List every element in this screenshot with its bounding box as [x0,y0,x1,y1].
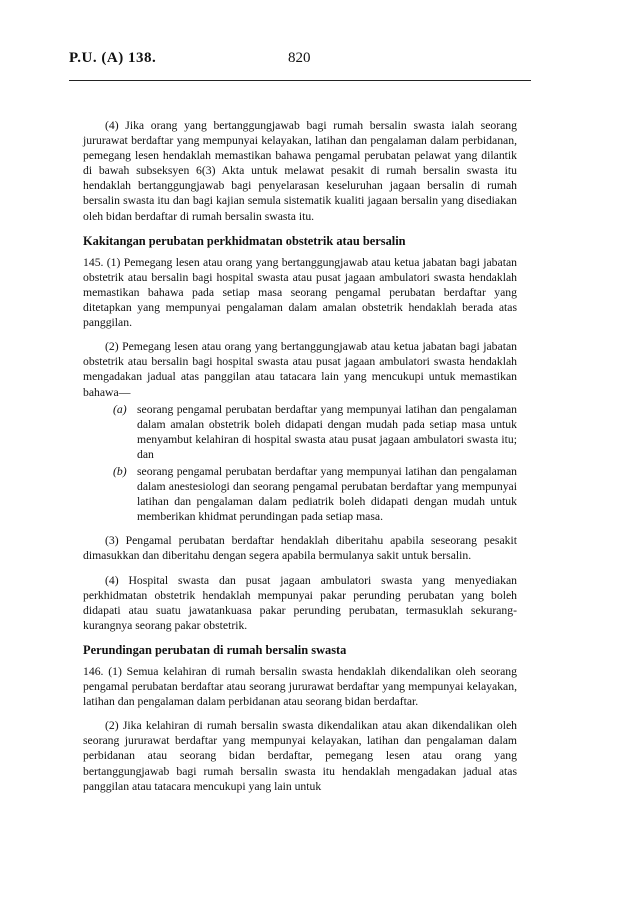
paragraph-144-4: (4) Jika orang yang bertanggungjawab bagi rumah bersalin swasta ialah seorang jururawat berdaftar yang mempunyai kelayakan, latihan dan pengalaman dalam perbidanan, pemegang lesen hendaklah memastikan bahawa pengamal perubatan pelawat yang dilantik di bawah subseksyen 6(3) Akta untuk melawat pesakit di rumah bersalin swasta itu hendaklah bertanggungjawab bagi penyelarasan keseluruhan jagaan bersalin di rumah bersalin swasta itu dan bagi kajian semula sistematik kualiti jagaan bersalin yang disediakan oleh bidan berdaftar di rumah bersalin swasta itu. [83,119,517,223]
list-item-text: seorang pengamal perubatan berdaftar yang mempunyai latihan dan pengalaman dalam anestesiologi dan seorang pengamal perubatan berdaftar yang mempunyai latihan dan pengalaman dalam pediatrik boleh didapati dengan mudah untuk memberikan khidmat perundingan pada setiap masa. [137,464,517,524]
list-item-label: (a) [113,402,127,416]
list-item-text: seorang pengamal perubatan berdaftar yang mempunyai latihan dan pengalaman dalam amalan obstetrik boleh didapati dengan mudah pada setiap masa untuk menyambut kelahiran di hospital swasta atau pusat jagaan ambulatori swasta itu; dan [137,402,517,461]
list-item-b [83,464,517,524]
section-heading-145: Kakitangan perubatan perkhidmatan obstetrik atau bersalin [83,233,406,248]
paragraph-145-2: (2) Pemegang lesen atau orang yang bertanggungjawab atau ketua jabatan bagi jabatan obstetrik atau bersalin bagi hospital swasta atau pusat jagaan ambulatori swasta hendaklah mengadakan jadual atas panggilan atau tatacara lain yang mencukupi untuk memastikan bahawa— [83,340,517,399]
paragraph-146-1: 146. (1) Semua kelahiran di rumah bersalin swasta hendaklah dikendalikan oleh seorang pengamal perubatan berdaftar atau seorang jururawat berdaftar yang mempunyai kelayakan, latihan dan pengalaman dalam perbidanan atau seorang bidan berdaftar. [83,665,517,709]
paragraph-146-2: (2) Jika kelahiran di rumah bersalin swasta dikendalikan atau akan dikendalikan oleh seorang jururawat berdaftar yang mempunyai kelayakan, latihan dan pengalaman dalam perbidanan atau seorang bidan berdaftar, pemegang lesen atau orang yang bertanggungjawab bagi rumah bersalin swasta itu hendaklah mengadakan jadual atas panggilan atau tatacara mencukupi yang lain untuk [83,719,517,793]
page-number: 820 [288,50,311,66]
paragraph-145-3: (3) Pengamal perubatan berdaftar hendaklah diberitahu apabila seseorang pesakit dimasukkan dan diberitahu dengan segera apabila bermulanya sakit untuk bersalin. [83,534,517,563]
section-heading-146: Perundingan perubatan di rumah bersalin swasta [83,642,347,657]
list-item-a [83,402,517,462]
paragraph-145-1: 145. (1) Pemegang lesen atau orang yang bertanggungjawab atau ketua jabatan bagi jabatan obstetrik atau bersalin bagi hospital swasta atau pusat jagaan ambulatori swasta hendaklah memastikan bahawa pada setiap masa seorang pengamal perubatan berdaftar yang ditetapkan yang mempunyai pengalaman dalam amalan obstetrik hendaklah berada atas panggilan. [83,255,517,330]
gazette-reference: P.U. (A) 138. [69,50,157,66]
header-divider [69,80,531,81]
paragraph-145-4: (4) Hospital swasta dan pusat jagaan ambulatori swasta yang menyediakan perkhidmatan obstetrik hendaklah mempunyai pakar perunding perubatan yang boleh didapati atau suatu jawatankuasa pakar perunding perubatan, termasuklah sekurang-kurangnya seorang pakar obstetrik. [83,573,517,632]
page-header [69,50,531,72]
document-body [83,118,517,794]
list-item-label: (b) [113,464,127,478]
